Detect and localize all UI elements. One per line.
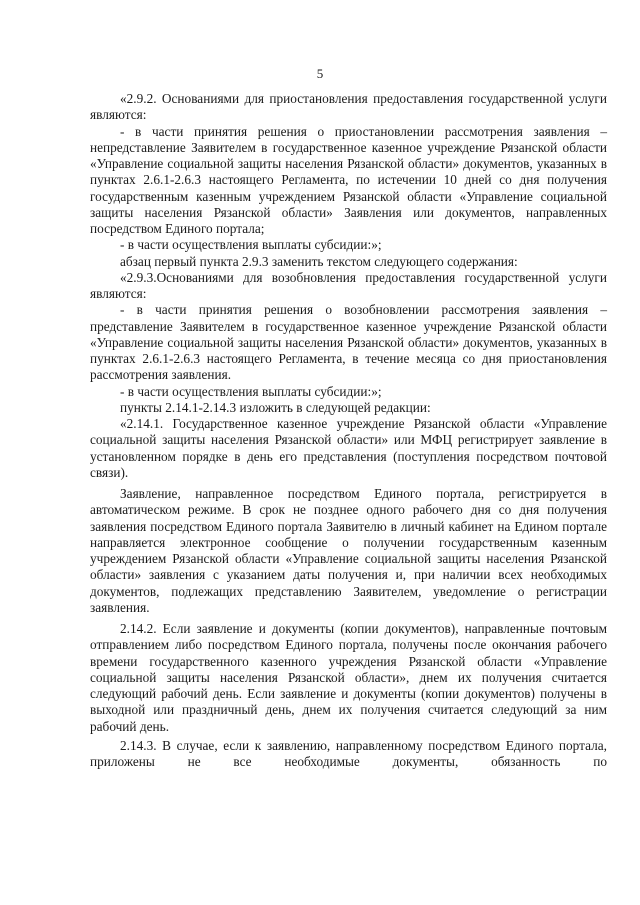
document-body — [90, 91, 607, 770]
paragraph-resumption-review: - в части принятия решения о возобновлении рассмотрения заявления – представление Заявителем в государственное казенное учреждение Рязанской области «Управление социальной защиты населения Рязанской области» документов, указанных в пунктах 2.6.1-2.6.3 настоящего Регламента, в течение месяца со дня приостановления рассмотрения заявления. — [90, 302, 607, 383]
paragraph-resumption-payment: - в части осуществления выплаты субсидии:»; — [120, 383, 382, 399]
page-number: 5 — [316, 66, 324, 81]
paragraph-2-9-3: «2.9.3.Основаниями для возобновления предоставления государственной услуги являются: — [90, 269, 607, 301]
paragraph-2-14-2: 2.14.2. Если заявление и документы (копии документов), направленные почтовым отправлением либо посредством Единого портала, получены после окончания рабочего времени государственного казенного учреждения Рязанской области «Управление социальной защиты населения Рязанской области», днем их получения считается следующий рабочий день. Если заявление и документы (копии документов) получены в выходной или праздничный день, днем их получения считается следующий за ним рабочий день. — [90, 621, 607, 734]
paragraph-2-14-3: 2.14.3. В случае, если к заявлению, направленному посредством Единого портала, приложены не все необходимые документы, обязанность по — [90, 737, 607, 769]
paragraph-amend-2-14: пункты 2.14.1-2.14.3 изложить в следующей редакции: — [120, 399, 431, 415]
paragraph-2-9-2: «2.9.2. Основаниями для приостановления предоставления государственной услуги являются: — [90, 91, 607, 123]
paragraph-2-14-1: «2.14.1. Государственное казенное учреждение Рязанской области «Управление социальной защиты населения Рязанской области» или МФЦ регистрирует заявление в установленном порядке в день его представления (поступления посредством почтовой связи). — [90, 416, 607, 480]
paragraph-portal-registration: Заявление, направленное посредством Единого портала, регистрируется в автоматическом режиме. В срок не позднее одного рабочего дня со дня получения заявления посредством Единого портала Заявителю в личный кабинет на Едином портале направляется электронное сообщение о получении государственным казенным учреждением Рязанской области «Управление социальной защиты населения Рязанской области» заявления с указанием даты получения и, при наличии всех необходимых документов, подлежащих представлению Заявителем, уведомление о регистрации заявления. — [90, 486, 607, 615]
paragraph-suspension-review: - в части принятия решения о приостановлении рассмотрения заявления – непредставление Заявителем в государственное казенное учреждение Рязанской области «Управление социальной защиты населения Рязанской области» документов, указанных в пунктах 2.6.1-2.6.3 настоящего Регламента, по истечении 10 дней со дня получения государственным казенным учреждением Рязанской области «Управление социальной защиты населения Рязанской области» Заявления или документов, направленных посредством Единого портала; — [90, 123, 607, 236]
paragraph-suspension-payment: - в части осуществления выплаты субсидии:»; — [120, 237, 382, 253]
paragraph-amend-2-9-3: абзац первый пункта 2.9.3 заменить текстом следующего содержания: — [120, 253, 518, 269]
